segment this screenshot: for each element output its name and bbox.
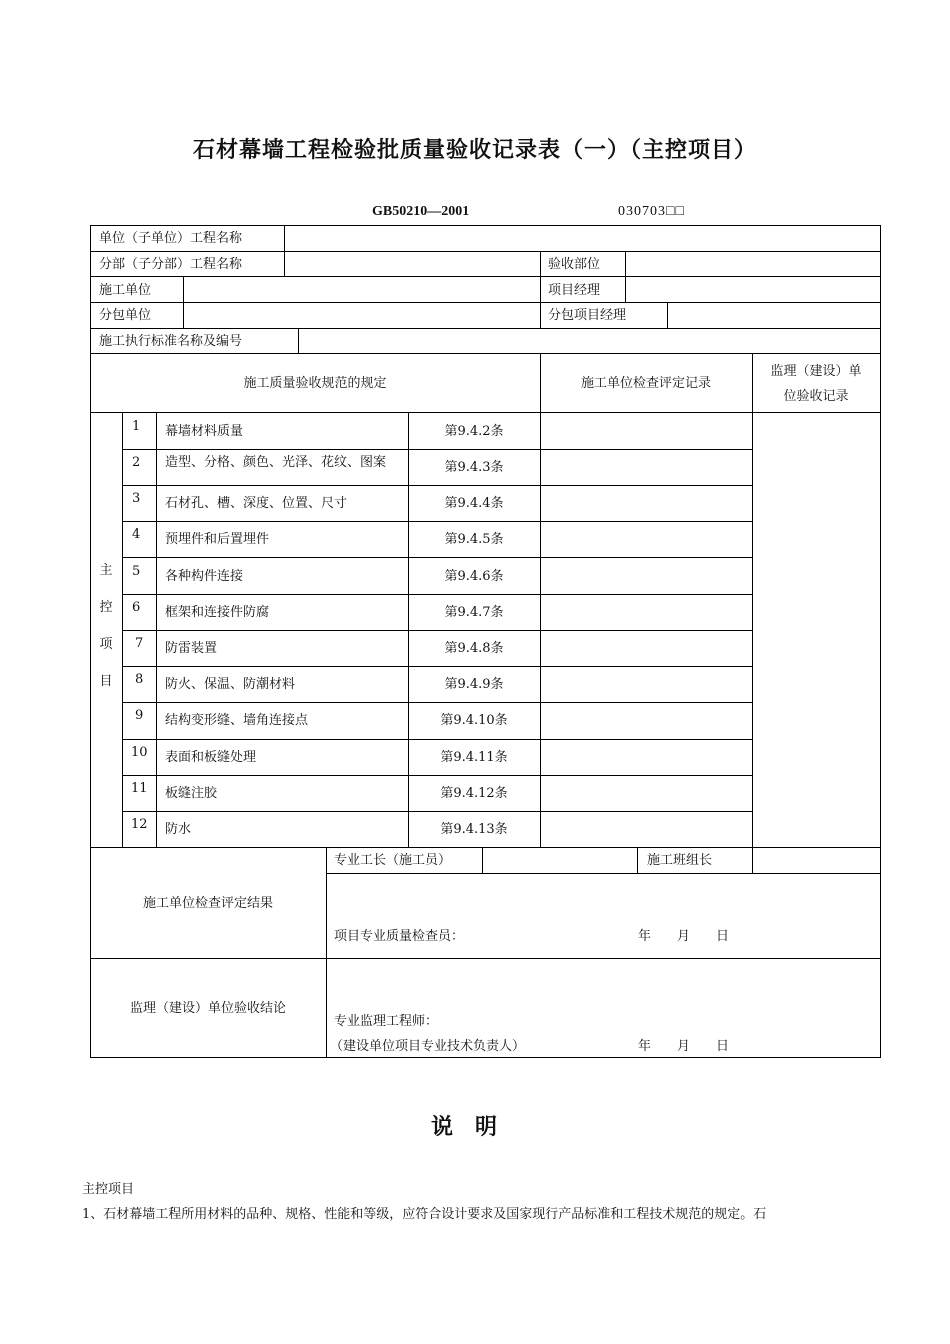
table-rule	[90, 251, 881, 252]
conclusion-date: 年 月 日	[638, 1039, 730, 1054]
item-number: 10	[131, 745, 148, 760]
table-rule	[90, 353, 881, 354]
page-title: 石材幕墙工程检验批质量验收记录表（一）（主控项目）	[192, 138, 757, 163]
table-rule	[122, 666, 752, 667]
item-name: 表面和板缝处理	[165, 750, 257, 765]
item-number: 9	[135, 708, 144, 723]
inspector-label: 项目专业质量检查员：	[334, 929, 465, 944]
item-name: 防水	[165, 822, 192, 837]
sub-project-name-label: 分部（子分部）工程名称	[99, 257, 243, 272]
table-rule	[667, 302, 668, 328]
explanation-heading: 说明	[430, 1115, 519, 1140]
item-name: 预埋件和后置埋件	[165, 532, 270, 547]
table-rule	[90, 328, 881, 329]
result-section-label: 施工单位检查评定结果	[142, 896, 273, 911]
item-clause: 第9.4.3条	[444, 460, 504, 475]
item-name: 防雷装置	[165, 641, 218, 656]
conclusion-section-label: 监理（建设）单位验收结论	[129, 1001, 286, 1016]
item-number: 4	[132, 527, 141, 542]
item-number: 7	[135, 636, 144, 651]
table-rule	[298, 328, 299, 353]
table-rule	[752, 353, 753, 847]
item-number: 11	[131, 781, 148, 796]
subcontract-unit-label: 分包单位	[99, 308, 152, 323]
table-rule	[183, 276, 184, 328]
explanation-paragraph: 1、石材幕墙工程所用材料的品种、规格、性能和等级，应符合设计要求及国家现行产品标准和工程技术规范的规定。石	[82, 1207, 767, 1222]
item-number: 6	[132, 600, 141, 615]
item-clause: 第9.4.7条	[444, 605, 504, 620]
supervision-column-header-line1: 监理（建设）单	[770, 364, 862, 379]
main-items-label-char: 主	[99, 563, 113, 578]
unit-project-name-label: 单位（子单位）工程名称	[99, 231, 243, 246]
table-rule	[637, 847, 638, 873]
table-rule	[90, 302, 881, 303]
item-clause: 第9.4.4条	[444, 496, 504, 511]
item-number: 1	[132, 419, 141, 434]
table-rule	[122, 557, 752, 558]
item-number: 2	[132, 455, 141, 470]
table-rule	[326, 847, 327, 1057]
item-number: 12	[131, 817, 148, 832]
table-rule	[122, 594, 752, 595]
table-rule	[880, 225, 881, 1057]
team-leader-label: 施工班组长	[647, 853, 713, 868]
item-name: 防火、保温、防潮材料	[165, 677, 296, 692]
table-rule	[90, 412, 881, 413]
item-clause: 第9.4.8条	[444, 641, 504, 656]
table-rule	[482, 847, 483, 873]
item-name: 造型、分格、颜色、光泽、花纹、图案	[165, 455, 387, 470]
item-name: 结构变形缝、墙角连接点	[165, 713, 309, 728]
supervision-engineer-label: 专业监理工程师：	[334, 1014, 439, 1029]
table-rule	[540, 251, 541, 328]
item-clause: 第9.4.10条	[440, 713, 508, 728]
inspection-part-label: 验收部位	[548, 257, 601, 272]
table-rule	[90, 276, 881, 277]
form-number: 030703□□	[618, 204, 685, 219]
item-name: 板缝注胶	[165, 786, 218, 801]
item-clause: 第9.4.13条	[440, 822, 508, 837]
item-name: 幕墙材料质量	[165, 424, 244, 439]
table-rule	[122, 485, 752, 486]
main-items-label-char: 项	[99, 637, 113, 652]
table-rule	[156, 412, 157, 847]
construction-unit-label: 施工单位	[99, 283, 152, 298]
table-rule	[408, 412, 409, 847]
item-clause: 第9.4.11条	[440, 750, 508, 765]
item-name: 各种构件连接	[165, 569, 244, 584]
table-rule	[122, 811, 752, 812]
result-date: 年 月 日	[638, 929, 730, 944]
item-clause: 第9.4.2条	[444, 424, 504, 439]
item-name: 框架和连接件防腐	[165, 605, 270, 620]
project-manager-label: 项目经理	[548, 283, 601, 298]
table-rule	[122, 412, 123, 847]
table-rule	[122, 630, 752, 631]
table-rule	[122, 702, 752, 703]
item-number: 5	[132, 564, 141, 579]
item-number: 3	[132, 491, 141, 506]
table-rule	[90, 225, 881, 226]
table-rule	[90, 958, 881, 959]
table-rule	[752, 847, 753, 873]
table-rule	[90, 1057, 881, 1058]
item-name: 石材孔、槽、深度、位置、尺寸	[165, 496, 348, 511]
item-number: 8	[135, 672, 144, 687]
table-rule	[122, 775, 752, 776]
main-items-label-char: 目	[99, 674, 113, 689]
table-rule	[540, 353, 541, 847]
check-record-column-header: 施工单位检查评定记录	[580, 376, 711, 391]
owner-representative-label: （建设单位项目专业技术负责人）	[330, 1039, 526, 1054]
main-items-label-char: 控	[99, 600, 113, 615]
table-rule	[284, 225, 285, 276]
table-rule	[122, 449, 752, 450]
foreman-label: 专业工长（施工员）	[334, 853, 452, 868]
item-clause: 第9.4.12条	[440, 786, 508, 801]
subcontract-manager-label: 分包项目经理	[548, 308, 627, 323]
standard-name-label: 施工执行标准名称及编号	[99, 334, 243, 349]
table-rule	[122, 521, 752, 522]
item-clause: 第9.4.9条	[444, 677, 504, 692]
table-rule	[122, 739, 752, 740]
spec-column-header: 施工质量验收规范的规定	[243, 376, 387, 391]
supervision-column-header-line2: 位验收记录	[783, 389, 849, 404]
standard-code: GB50210—2001	[372, 204, 470, 219]
explanation-subheading: 主控项目	[82, 1182, 135, 1197]
table-rule	[625, 251, 626, 302]
table-rule	[326, 873, 881, 874]
table-rule	[90, 847, 881, 848]
item-clause: 第9.4.6条	[444, 569, 504, 584]
item-clause: 第9.4.5条	[444, 532, 504, 547]
